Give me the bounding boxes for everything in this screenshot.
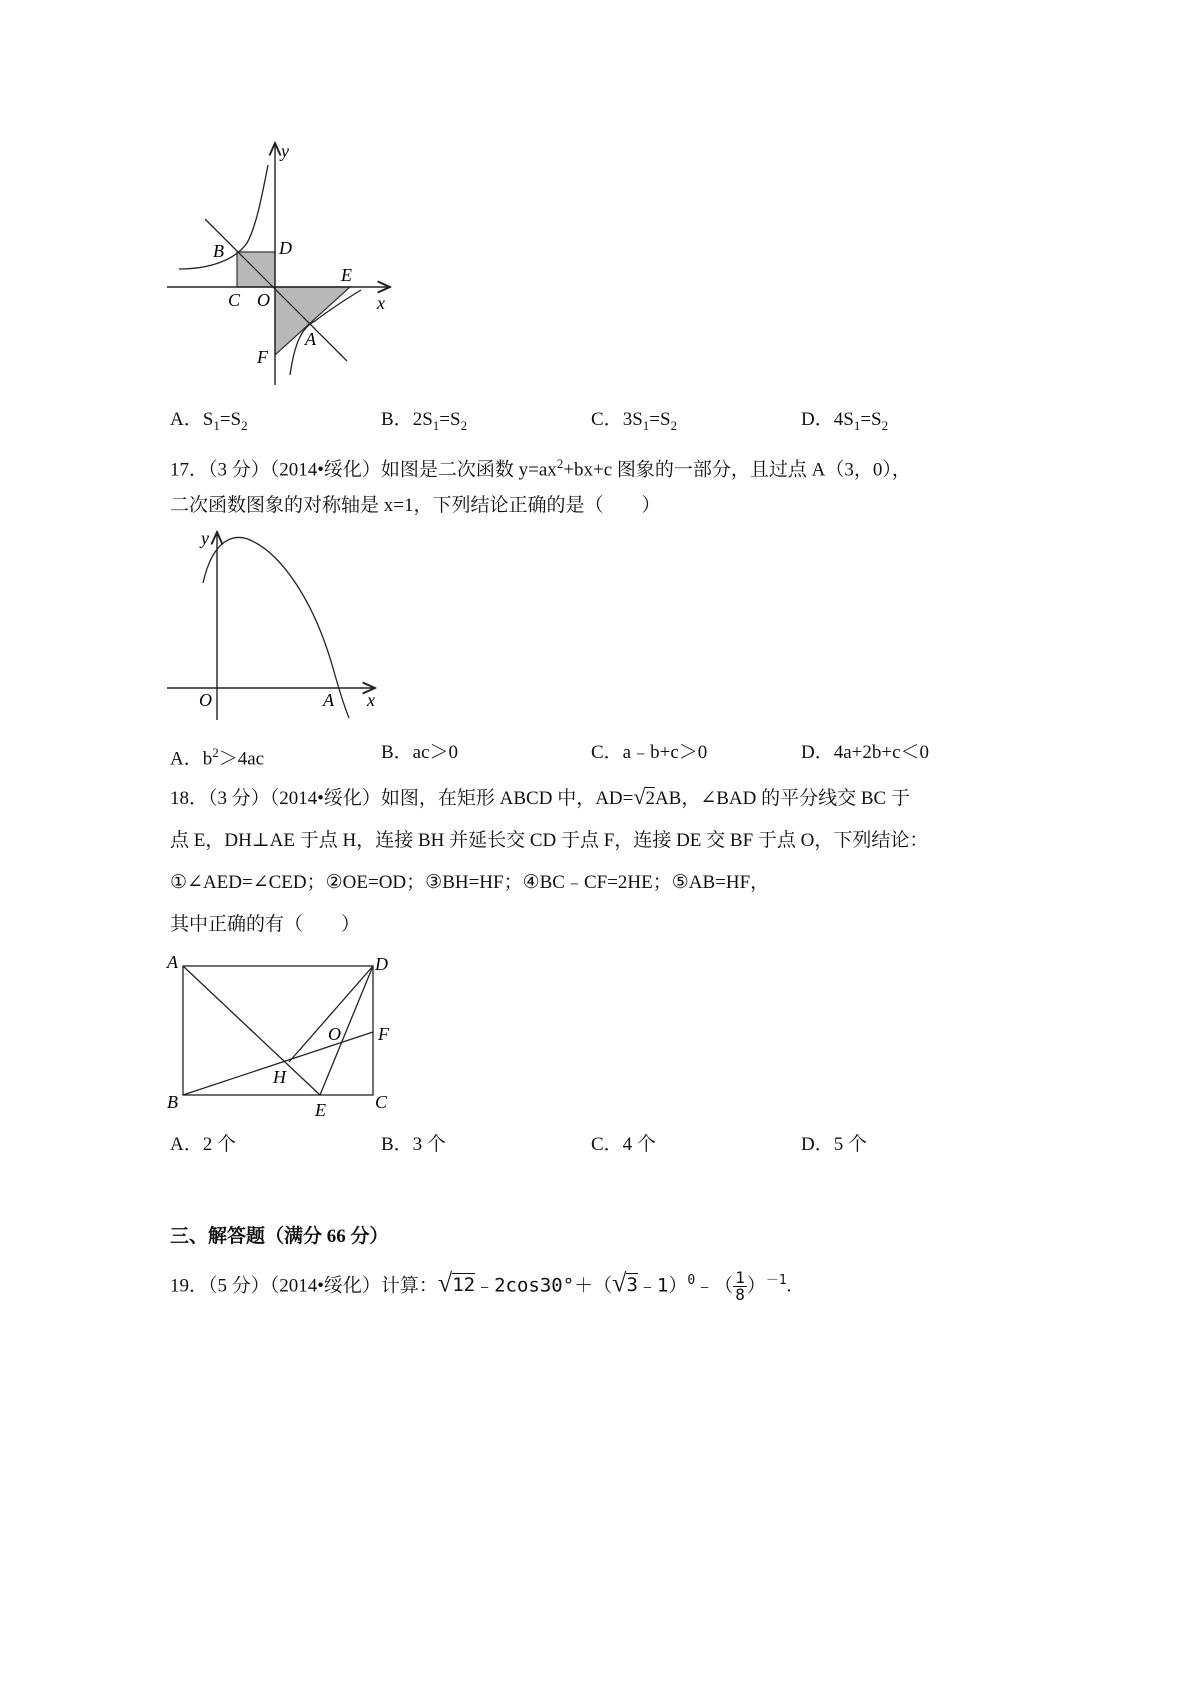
q16-option-d: D．$4S_1=S_2$	[801, 409, 889, 433]
q18-line-4: 其中正确的有（ ）	[170, 914, 361, 935]
label-E: E	[341, 265, 352, 285]
sqrt-sign: √	[437, 1268, 453, 1298]
q18-option-a: A．2 个	[170, 1134, 236, 1155]
q17-line-1: 17．（3 分）（2014•绥化）如图是二次函数 $y=ax^2+bx+c$ 图象的一部分，且过点 A（3，0），	[170, 456, 911, 481]
segment-dh	[289, 966, 373, 1062]
sqrt-sign: √	[633, 784, 646, 809]
label-C: C	[228, 290, 241, 310]
q17-figure	[165, 528, 390, 723]
q18-line-3: ①∠AED=∠CED；②OE=OD；③BH=HF；④BC﹣CF=2HE；⑤AB=HF，	[170, 872, 770, 893]
fraction: $\frac{1}{8}$	[735, 1268, 745, 1305]
label-B: B	[167, 1092, 178, 1112]
q16-option-b: B．$2S_1=S_2$	[381, 409, 468, 433]
q16-option-a: A．$S_1=S_2$	[170, 409, 248, 433]
label-C: C	[375, 1092, 388, 1112]
q18-option-b: B．3 个	[381, 1134, 446, 1155]
q18-line-2: 点 E，DH⊥AE 于点 H，连接 BH 并延长交 CD 于点 F，连接 DE 交 BF 于点 O，下列结论：	[170, 830, 929, 851]
sqrt-sign: √	[612, 1268, 627, 1298]
label-y: y	[201, 528, 209, 548]
label-A: A	[323, 690, 334, 710]
label-x: x	[377, 293, 385, 313]
segment-ae	[183, 966, 320, 1095]
label-x: x	[367, 690, 375, 710]
label-y: y	[281, 141, 289, 161]
q18-option-d: D．5 个	[801, 1134, 867, 1155]
q18-figure	[165, 950, 400, 1120]
label-O: O	[257, 290, 270, 310]
q17-option-b: B．ac＞0	[381, 742, 459, 763]
label-O: O	[199, 690, 212, 710]
label-F: F	[257, 347, 268, 367]
label-D: D	[279, 238, 292, 258]
label-D: D	[375, 954, 388, 974]
q18-option-c: C．4 个	[591, 1134, 656, 1155]
q16-figure	[165, 135, 405, 395]
q16-option-c: C．$3S_1=S_2$	[591, 409, 678, 433]
q17-option-a: A．$b^2>4ac$	[170, 745, 265, 770]
label-A: A	[167, 952, 178, 972]
q18-line-1: 18．（3 分）（2014•绥化）如图，在矩形 ABCD 中，AD=√2AB，∠BAD 的平分线交 BC 于	[170, 784, 910, 809]
label-F: F	[378, 1024, 389, 1044]
label-B: B	[213, 241, 224, 261]
q17-option-d: D．4a+2b+c＜0	[801, 742, 930, 763]
label-H: H	[273, 1067, 286, 1087]
q19-line: 19．（5 分）（2014•绥化）计算：√12﹣2cos30°＋（√3﹣1）$^0$﹣（ $\frac{1}{8}$ ）$^{-1}$.	[170, 1268, 792, 1305]
label-E: E	[315, 1100, 326, 1120]
section-title: 三、解答题（满分 66 分）	[170, 1226, 389, 1247]
label-A: A	[305, 329, 316, 349]
q17-option-c: C．a﹣b+c＞0	[591, 742, 708, 763]
q17-line-2: 二次函数图象的对称轴是 x=1，下列结论正确的是（ ）	[170, 495, 661, 516]
label-O: O	[328, 1024, 341, 1044]
